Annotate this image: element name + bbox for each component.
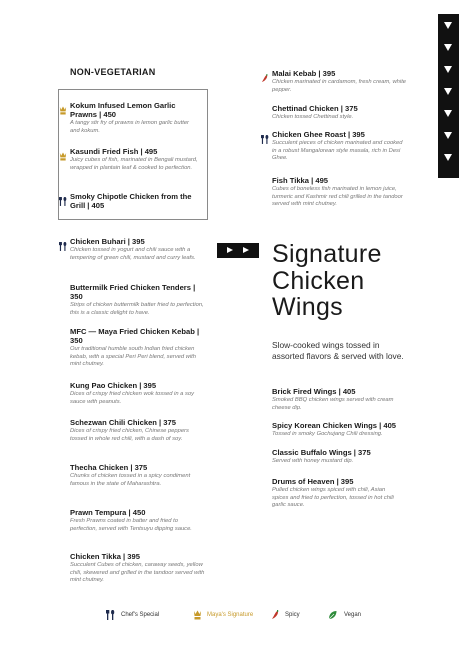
menu-item-name: Kasundi Fried Fish | 495 xyxy=(70,147,158,156)
menu-item-name: Smoky Chipotle Chicken from the Grill | 405 xyxy=(70,192,192,211)
legend-spicy: Spicy xyxy=(285,612,300,618)
signature-subtitle: Slow-cooked wings tossed in assorted flavors & served with love. xyxy=(272,340,404,361)
menu-item xyxy=(272,421,402,439)
menu-item-description: Chunks of chicken tossed in a spicy condiment famous in the state of Maharashtra. xyxy=(70,473,191,487)
menu-item-name: Classic Buffalo Wings | 375 xyxy=(272,448,371,457)
legend xyxy=(0,610,474,624)
menu-item-description: A tangy stir fry of prawns in lemon garlic butter and kokum. xyxy=(70,120,189,134)
menu-item-description: Juicy cubes of fish, marinated in Bengali mustard, wrapped in plantain leaf & cooked to perfection. xyxy=(70,157,198,171)
menu-item-description: Dices of crispy fried chicken, Chinese peppers tossed in whole red chili, with a dash of soy. xyxy=(70,428,189,442)
menu-item xyxy=(70,508,205,533)
legend-vegan: Vegan xyxy=(344,612,362,618)
menu-item xyxy=(70,381,205,406)
menu-item-name: Chicken Tikka | 395 xyxy=(70,552,140,561)
menu-item xyxy=(70,237,205,262)
menu-item-name: Thecha Chicken | 375 xyxy=(70,463,148,472)
menu-item-name: Drums of Heaven | 395 xyxy=(272,477,354,486)
down-arrow-icon xyxy=(444,66,452,73)
menu-item xyxy=(272,69,407,94)
menu-item xyxy=(70,101,200,135)
menu-item xyxy=(70,418,205,443)
menu-item-description: Strips of chicken buttermilk batter fried to perfection, this is a classic delight to have. xyxy=(70,302,204,316)
menu-item-name: Chettinad Chicken | 375 xyxy=(272,104,358,113)
menu-item xyxy=(272,387,402,412)
menu-item-name: Kung Pao Chicken | 395 xyxy=(70,381,157,390)
menu-item xyxy=(70,147,200,172)
menu-item xyxy=(272,130,407,162)
menu-item xyxy=(70,552,205,584)
mayas-signature-icon xyxy=(59,148,67,157)
menu-item-description: Served with honey mustard dip. xyxy=(272,458,354,465)
menu-item xyxy=(272,448,402,466)
menu-item-name: Chicken Ghee Roast | 395 xyxy=(272,130,365,139)
menu-item xyxy=(70,283,205,317)
menu-item-name: Chicken Buhari | 395 xyxy=(70,237,145,246)
menu-item xyxy=(272,104,407,122)
mayas-signature-icon xyxy=(193,610,202,620)
menu-item-description: Tossed in smoky Gochujang Chili dressing. xyxy=(272,431,383,438)
fast-forward-icon xyxy=(217,243,259,258)
vegan-leaf-icon xyxy=(328,610,337,620)
legend-mayas-signature: Maya's Signature xyxy=(207,612,254,618)
menu-item-name: Prawn Tempura | 450 xyxy=(70,508,146,517)
chefs-special-icon xyxy=(261,131,269,140)
menu-item-description: Chicken marinated in cardamom, fresh cream, white pepper. xyxy=(272,79,407,93)
signature-title: Signature Chicken Wings xyxy=(272,240,382,321)
down-arrow-icon xyxy=(444,44,452,51)
menu-item-description: Cubes of boneless fish marinated in lemon juice, turmeric and Kashmir red chili grilled in the tandoor served with mint chutney. xyxy=(272,186,403,208)
down-arrow-icon xyxy=(444,88,452,95)
side-nav-strip xyxy=(438,14,459,178)
down-arrow-icon xyxy=(444,22,452,29)
menu-item xyxy=(70,463,205,488)
menu-item-name: MFC — Maya Fried Chicken Kebab | 350 xyxy=(70,327,200,346)
chefs-special-icon xyxy=(106,610,115,620)
down-arrow-icon xyxy=(444,154,452,161)
menu-item-description: Smoked BBQ chicken wings served with cream cheese dip. xyxy=(272,397,394,411)
menu-item-description: Pulled chicken wings spiced with chili, Asian spices and fried to perfection, tossed in hot chili garlic sauce. xyxy=(272,487,394,509)
down-arrow-icon xyxy=(444,110,452,117)
menu-item-description: Dices of crispy fried chicken wok tossed in a soy sauce with peanuts. xyxy=(70,391,195,405)
menu-item-name: Kokum Infused Lemon Garlic Prawns | 450 xyxy=(70,101,176,120)
menu-item xyxy=(70,192,200,210)
menu-item-description: Chicken tossed Chettinad style. xyxy=(272,114,354,121)
menu-item-description: Succulent pieces of chicken marinated and cooked in a robust Mangalorean style masala, rich in Desi Ghee. xyxy=(272,140,403,162)
section-title: NON-VEGETARIAN xyxy=(70,67,156,77)
spicy-icon xyxy=(271,610,280,620)
legend-chefs-special: Chef's Special xyxy=(121,612,160,618)
chefs-special-icon xyxy=(59,193,67,202)
menu-item-name: Fish Tikka | 495 xyxy=(272,176,329,185)
menu-item xyxy=(272,477,402,509)
menu-item-name: Schezwan Chili Chicken | 375 xyxy=(70,418,176,427)
down-arrow-icon xyxy=(444,132,452,139)
chefs-special-icon xyxy=(59,238,67,247)
spicy-icon xyxy=(261,70,269,79)
menu-item-name: Spicy Korean Chicken Wings | 405 xyxy=(272,421,397,430)
menu-item-name: Malai Kebab | 395 xyxy=(272,69,336,78)
menu-item xyxy=(272,176,407,208)
menu-item-description: Our traditional humble south Indian fried chicken kebab, with a special Peri Peri blend, served with mint chutney. xyxy=(70,346,196,368)
menu-item-name: Buttermilk Fried Chicken Tenders | 350 xyxy=(70,283,196,302)
menu-item-name: Brick Fired Wings | 405 xyxy=(272,387,356,396)
menu-item-description: Chicken tossed in yogurt and chili sauce with a tempering of green chili, mustard and curry leafs. xyxy=(70,247,196,261)
menu-item xyxy=(70,327,205,369)
menu-item-description: Succulent Cubes of chicken, caraway seeds, yellow chili, skewered and grilled in the tandoor served with mint chutney. xyxy=(70,562,205,584)
mayas-signature-icon xyxy=(59,102,67,111)
menu-item-description: Fresh Prawns coated in batter and fried to perfection, served with Tentsuyu dipping sauce. xyxy=(70,518,192,532)
